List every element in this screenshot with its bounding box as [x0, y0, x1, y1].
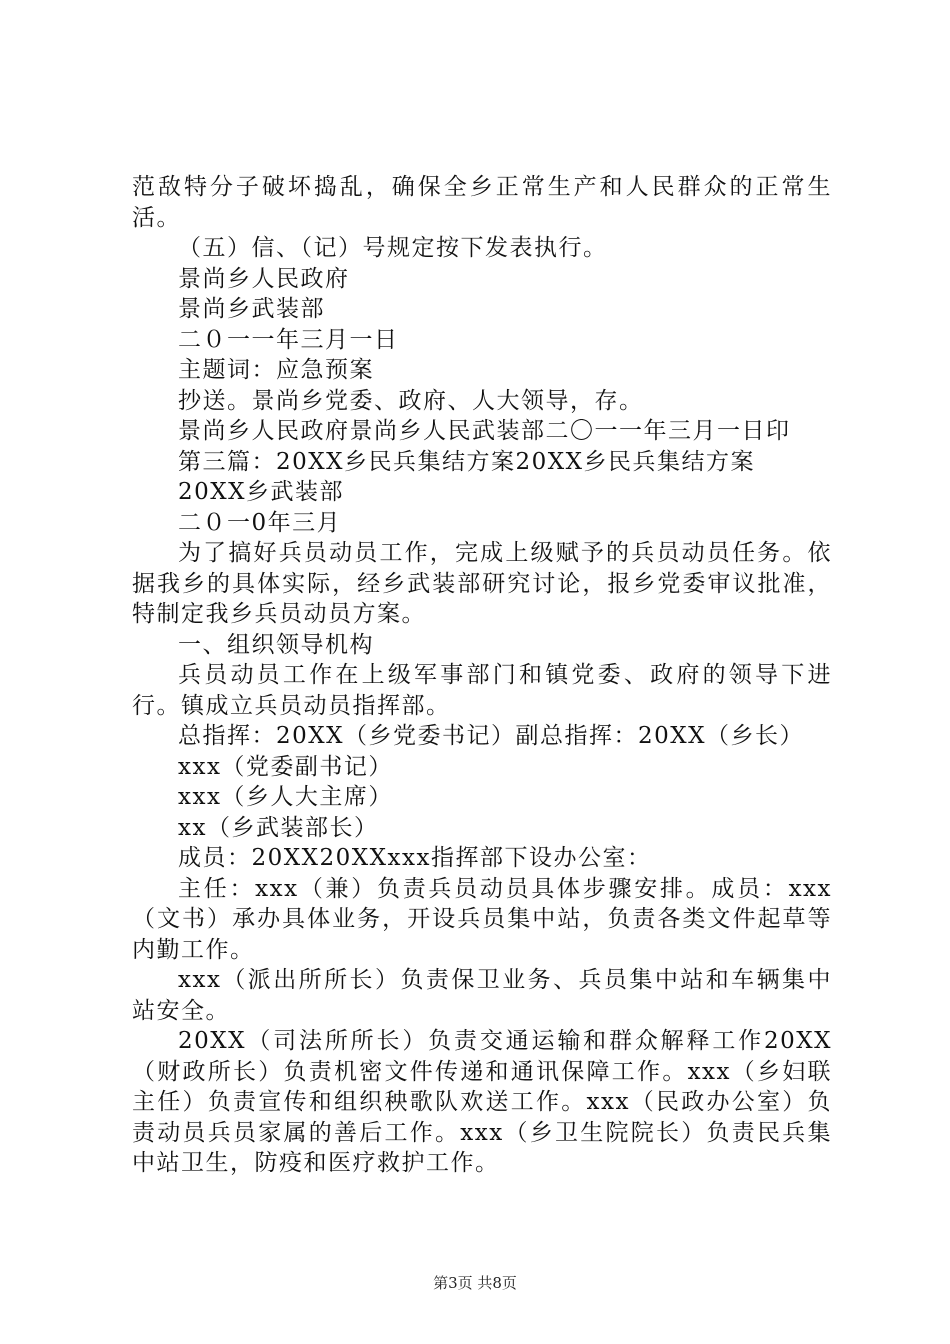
- paragraph-organization: 兵员动员工作在上级军事部门和镇党委、政府的领导下进行。镇成立兵员动员指挥部。: [132, 662, 832, 719]
- commander-line: 总指挥：20XX（乡党委书记）副总指挥：20XX（乡长）: [178, 723, 805, 749]
- paragraph-signal-rule: （五）信、（记）号规定按下发表执行。: [178, 235, 608, 261]
- copy-to: 抄送。景尚乡党委、政府、人大领导，存。: [178, 387, 644, 414]
- paragraph-continuation: 范敌特分子破坏捣乱，确保全乡正常生产和人民群众的正常生活。: [132, 174, 832, 231]
- heading-organization: 一、组织领导机构: [178, 631, 374, 658]
- print-line: 景尚乡人民政府景尚乡人民武装部二〇一一年三月一日印: [178, 418, 791, 444]
- paragraph-intro: 为了搞好兵员动员工作，完成上级赋予的兵员动员任务。依据我乡的具体实际，经乡武装部研究讨论，报乡党委审议批准，特制定我乡兵员动员方案。: [132, 540, 832, 627]
- paragraph-director: 主任：xxx（兼）负责兵员动员具体步骤安排。成员：xxx（文书）承办具体业务，开设兵员集中站，负责各类文件起草等内勤工作。: [132, 875, 832, 963]
- issuer-government: 景尚乡人民政府: [178, 265, 350, 292]
- section-issuer: 20XX乡武装部: [178, 479, 345, 505]
- page-footer: 第3页 共8页: [433, 1274, 517, 1292]
- subject-keywords: 主题词：应急预案: [178, 357, 374, 383]
- paragraph-duties: 20XX（司法所所长）负责交通运输和群众解释工作20XX（财政所长）负责机密文件传递和通讯保障工作。xxx（乡妇联主任）负责宣传和组织秧歌队欢送工作。xxx（民政办公室）负责动员兵员家属的善后工作。xxx（乡卫生院院长）负责民兵集中站卫生，防疫和医疗救护工作。: [132, 1028, 832, 1176]
- document-body: [132, 172, 832, 1179]
- member-deputy-secretary: xxx（党委副书记）: [178, 753, 393, 780]
- member-armed-chief: xx（乡武装部长）: [178, 814, 379, 841]
- members-line: 成员：20XX20XXxxx指挥部下设办公室：: [178, 845, 652, 871]
- issue-date: 二０一一年三月一日: [178, 326, 399, 353]
- member-congress-chair: xxx（乡人大主席）: [178, 784, 393, 810]
- paragraph-police: xxx（派出所所长）负责保卫业务、兵员集中站和车辆集中站安全。: [132, 967, 832, 1024]
- section-date: 二０一0年三月: [178, 509, 342, 536]
- section-title: 第三篇：20XX乡民兵集结方案20XX乡民兵集结方案: [178, 448, 756, 475]
- issuer-armed-dept: 景尚乡武装部: [178, 296, 325, 322]
